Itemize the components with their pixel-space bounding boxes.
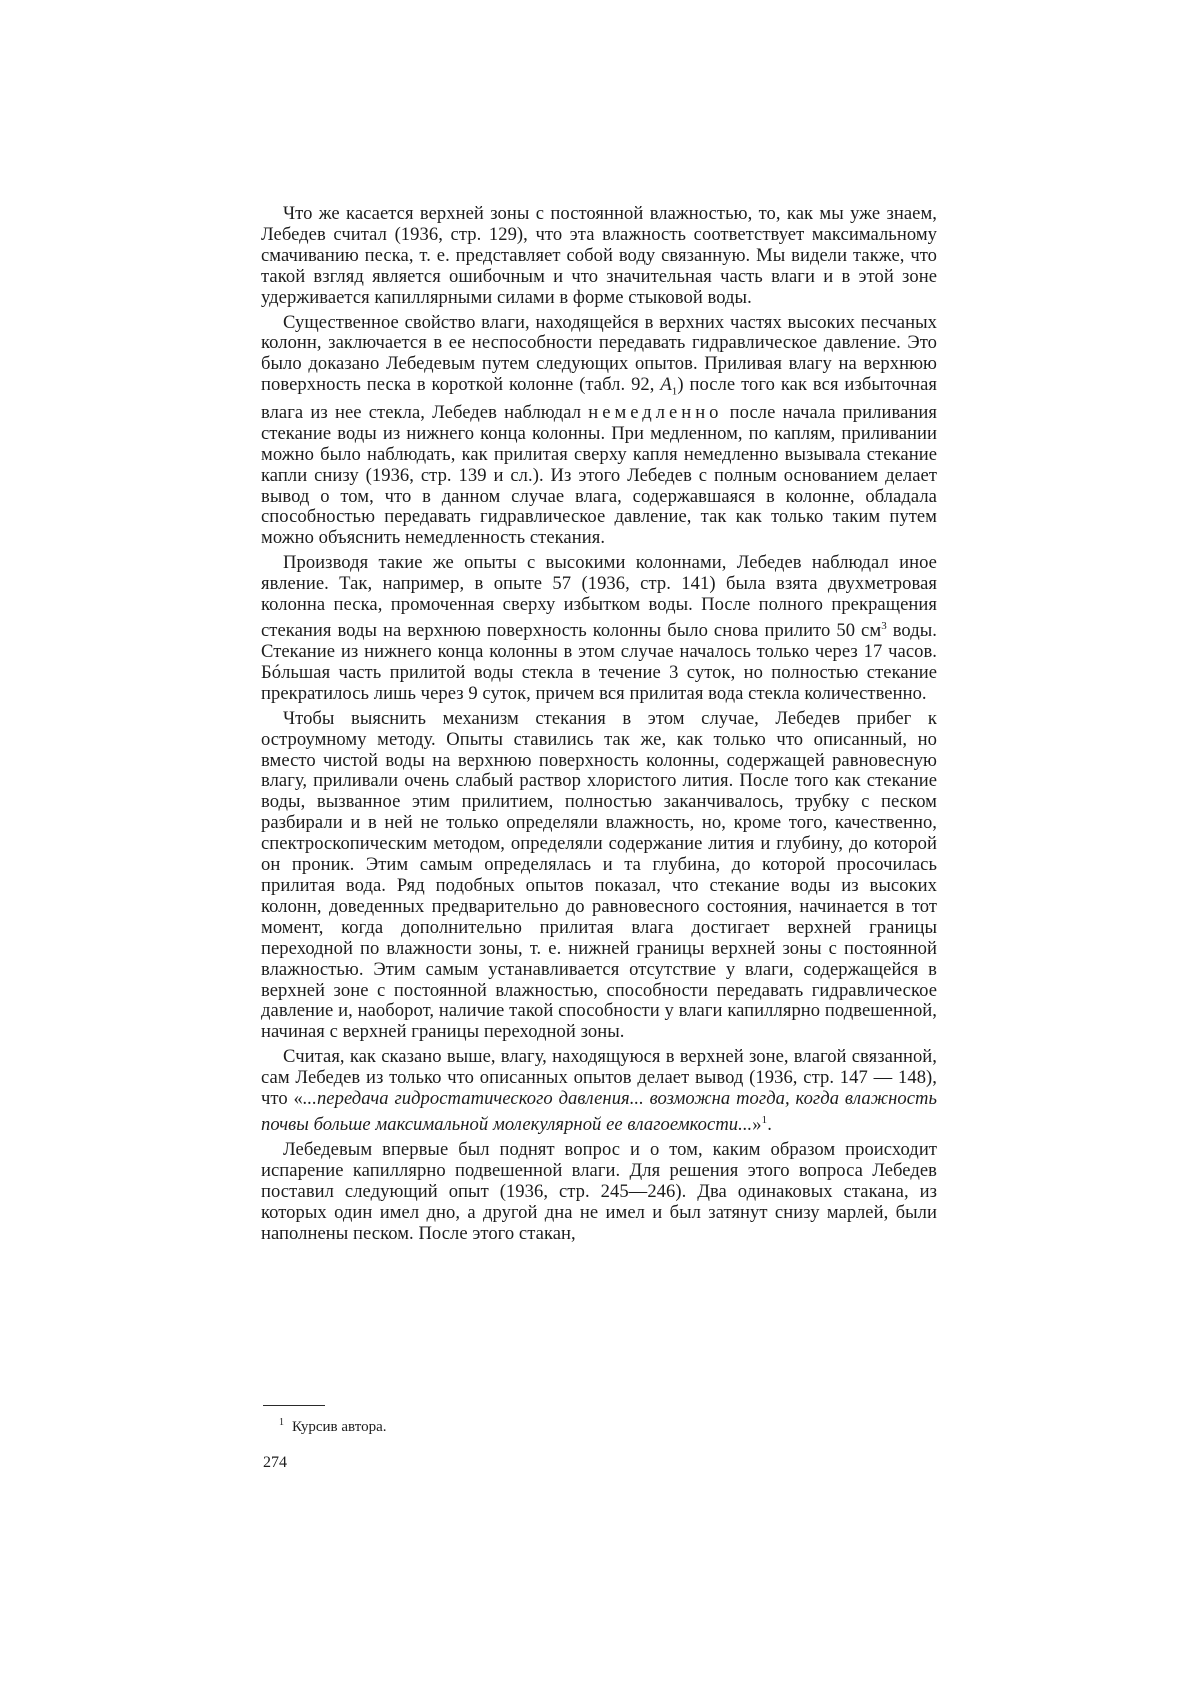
paragraph <box>261 204 937 309</box>
text-sup: 3 <box>881 619 887 632</box>
text-run: Чтобы выяснить механизм стекания в этом случае, Лебедев прибег к остроумному методу. Опыты ставились так же, как только что описанный, но вместо чистой воды на верхнюю поверхность колонны, содержащей равновесную влагу, приливали очень слабый раствор хлористого лития. После того как стекание воды, вызванное этим прилитием, полностью заканчивалось, трубку с песком разбирали и в ней не только определяли влажность, но, кроме того, качественно, спектроскопическим методом, определяли содержание лития и глубину, до которой он проник. Этим самым определялась и та глубина, до которой просочилась прилитая вода. Ряд подобных опытов показал, что стекание воды из высоких колонн, доведенных предварительно до равновесного состояния, начинается в тот момент, когда дополнительно прилитая влага достигает верхней границы переходной по влажности зоны, т. е. нижней границы верхней зоны с постоянной влажностью. Этим самым устанавливается отсутствие у влаги, содержащейся в верхней зоне с постоянной влажностью, способности передавать гидравлическое давление и, наоборот, наличие такой способности у влаги капиллярно подвешенной, начиная с верхней границы переходной зоны. <box>261 707 937 1043</box>
paragraph <box>261 709 937 1044</box>
text-run: воды. Стекание из нижнего конца колонны в этом случае началось только через 17 часов. Бóльшая часть прилитой воды стекла в течение 3 суток, но полностью стекание прекратилось лишь через 9 суток, причем вся прилитая вода стекла количественно. <box>261 620 937 704</box>
text-run: » <box>752 1114 762 1136</box>
text-italic: A <box>660 374 672 396</box>
text-italic: ...передача гидростатического давления... возможна тогда, когда влажность почвы больше максимальной молекулярной ее влагоемкости... <box>261 1088 937 1136</box>
footnote-marker: 1 <box>279 1417 284 1428</box>
text-run: Лебедевым впервые был поднят вопрос и о том, каким образом происходит испарение капиллярно подвешенной влаги. Для решения этого вопроса Лебедев поставил следующий опыт (1936, стр. 245—246). Два одинаковых стакана, из которых один имел дно, а другой дна не имел и был затянут снизу марлей, были наполнены песком. После этого стакан, <box>261 1139 937 1244</box>
paragraph <box>261 1047 937 1136</box>
text-sub: 1 <box>671 385 678 398</box>
text-run: Что же касается верхней зоны с постоянной влажностью, то, как мы уже знаем, Лебедев считал (1936, стр. 129), что эта влажность соответствует максимальному смачиванию песка, т. е. представляет собой воду связанную. Мы видели также, что такой взгляд является ошибочным и что значительная часть влаги и в этой зоне удерживается капиллярными силами в форме стыковой воды. <box>261 203 937 308</box>
paragraph <box>261 313 937 550</box>
text-run: после начала приливания стекание воды из нижнего конца колонны. При медленном, по каплям, приливании можно было наблюдать, как прилитая сверху капля немедленно вызывала стекание капли снизу (1936, стр. 139 и сл.). Из этого Лебедев с полным основанием делает вывод о том, что в данном случае влага, содержавшаяся в колонне, обладала способностью передавать гидравлическое давление, так как только таким путем можно объяснить немедленность стекания. <box>261 401 937 549</box>
text-spaced: немедленно <box>588 401 723 423</box>
paragraph <box>261 1140 937 1245</box>
page-number: 274 <box>263 1454 287 1471</box>
footnote <box>263 1414 387 1436</box>
text-run: Считая, как сказано выше, влагу, находящуюся в верхней зоне, влагой связанной, сам Лебедев из только что описанных опытов делает вывод (1936, стр. 147 — 148), что « <box>261 1046 937 1110</box>
paragraph <box>261 553 937 705</box>
main-text <box>261 204 937 1249</box>
text-run: Производя такие же опыты с высокими колоннами, Лебедев наблюдал иное явление. Так, например, в опыте 57 (1936, стр. 141) была взята двухметровая колонна песка, промоченная сверху избытком воды. После полного прекращения стекания воды на верхнюю поверхность колонны было снова прилито 50 см <box>261 552 937 642</box>
text-run: . <box>767 1114 772 1136</box>
footnote-text: Курсив автора. <box>292 1419 387 1435</box>
text-sup: 1 <box>761 1113 768 1126</box>
footnote-separator <box>263 1405 325 1406</box>
text-run: Существенное свойство влаги, находящейся в верхних частях высоких песчаных колонн, заключается в ее неспособности передавать гидравлическое давление. Это было доказано Лебедевым путем следующих опытов. Приливая влагу на верхнюю поверхность песка в короткой колонне (табл. 92, <box>261 311 937 396</box>
text-run: ) после того как вся избыточная влага из нее стекла, Лебедев наблюдал <box>261 374 937 423</box>
